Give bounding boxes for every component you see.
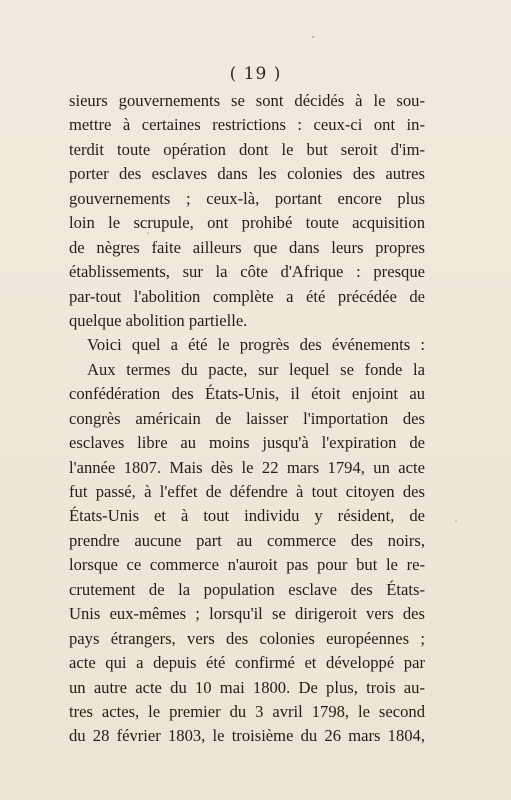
text-line: un autre acte du 10 mai 1800. De plus, trois au- bbox=[69, 677, 425, 697]
text-line: gouvernements ; ceux-là, portant encore plus bbox=[69, 188, 425, 208]
paper-speck bbox=[455, 520, 457, 522]
page-number: ( 19 ) bbox=[229, 64, 282, 84]
text-line: esclaves libre au moins jusqu'à l'expiration de bbox=[69, 433, 425, 453]
text-line: loin le scrupule, ont prohibé toute acquisition bbox=[69, 213, 425, 233]
text-line: terdit toute opération dont le but seroit d'im- bbox=[69, 139, 425, 159]
text-line: congrès américain de laisser l'importation des bbox=[69, 408, 425, 428]
text-line: prendre aucune part au commerce des noirs, bbox=[69, 530, 425, 550]
text-line: fut passé, à l'effet de défendre à tout citoyen des bbox=[69, 482, 425, 501]
paper-speck bbox=[312, 36, 314, 38]
text-line: pays étrangers, vers des colonies européennes ; bbox=[69, 628, 425, 648]
text-line: confédération des États-Unis, il étoit enjoint au bbox=[69, 384, 425, 404]
text-line: mettre à certaines restrictions : ceux-ci ont in- bbox=[69, 115, 425, 135]
text-line: tres actes, le premier du 3 avril 1798, le second bbox=[69, 701, 425, 721]
text-line: États-Unis et à tout individu y résident, de bbox=[69, 506, 425, 526]
text-line: l'année 1807. Mais dès le 22 mars 1794, un acte bbox=[69, 457, 425, 477]
text-line: de nègres faite ailleurs que dans leurs propres bbox=[69, 237, 425, 257]
text-line: Voici quel a été le progrès des événements : bbox=[87, 335, 425, 355]
text-line: lorsque ce commerce n'auroit pas pour but le re- bbox=[69, 555, 425, 575]
text-line: établissements, sur la côte d'Afrique : presque bbox=[69, 262, 425, 282]
text-line: crutement de la population esclave des États- bbox=[69, 579, 425, 599]
body-text bbox=[69, 89, 425, 749]
text-line: Unis eux-mêmes ; lorsqu'il se dirigeroit vers des bbox=[69, 604, 425, 624]
text-line: sieurs gouvernements se sont décidés à le sou- bbox=[69, 91, 425, 110]
text-line: du 28 février 1803, le troisième du 26 mars 1804, bbox=[69, 726, 425, 746]
text-line: acte qui a depuis été confirmé et développé par bbox=[69, 653, 425, 673]
text-line: par-tout l'abolition complète a été précédée de bbox=[69, 286, 425, 306]
text-line: porter des esclaves dans les colonies des autres bbox=[69, 164, 425, 184]
text-line: Aux termes du pacte, sur lequel se fonde la bbox=[87, 359, 425, 379]
text-line: quelque abolition partielle. bbox=[69, 310, 248, 330]
